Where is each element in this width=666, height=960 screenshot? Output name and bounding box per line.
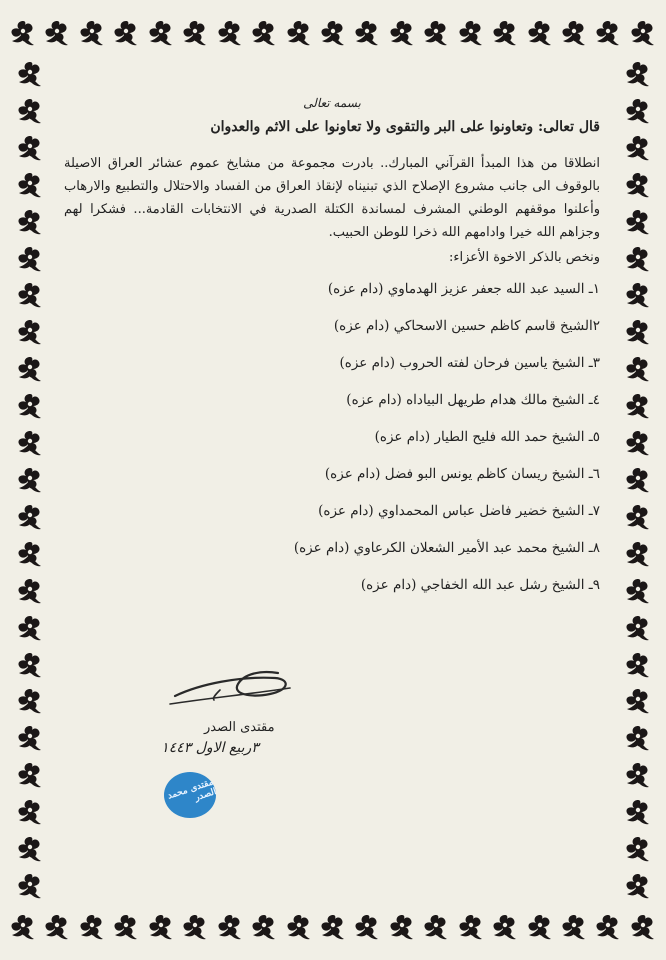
flower-ornament-icon — [593, 913, 623, 943]
flower-ornament-icon — [15, 134, 45, 164]
flower-ornament-icon — [525, 19, 555, 49]
flower-ornament-icon — [146, 19, 176, 49]
flower-ornament-icon — [623, 761, 653, 791]
flower-ornament-icon — [623, 429, 653, 459]
quran-verse: قال تعالى: وتعاونوا على البر والتقوى ولا تعاونوا على الاثم والعدوان — [210, 119, 600, 135]
flower-ornament-icon — [111, 19, 141, 49]
flower-ornament-icon — [15, 503, 45, 533]
flower-ornament-icon — [15, 171, 45, 201]
list-intro: ونخص بالذكر الاخوة الأعزاء: — [449, 250, 600, 265]
flower-ornament-icon — [15, 577, 45, 607]
flower-ornament-icon — [77, 19, 107, 49]
letter-body — [64, 96, 600, 612]
flower-ornament-icon — [15, 761, 45, 791]
list-item: ٢الشيخ قاسم كاظم حسين الاسحاكي (دام عزه) — [333, 318, 600, 334]
list-item: ٨ـ الشيخ محمد عبد الأمير الشعلان الكرعاوي (دام عزه) — [293, 540, 600, 556]
bottom-border — [8, 908, 658, 948]
top-border — [8, 14, 658, 54]
flower-ornament-icon — [352, 913, 382, 943]
flower-ornament-icon — [387, 19, 417, 49]
flower-ornament-icon — [8, 19, 38, 49]
flower-ornament-icon — [623, 355, 653, 385]
flower-ornament-icon — [15, 392, 45, 422]
flower-ornament-icon — [318, 19, 348, 49]
flower-ornament-icon — [456, 913, 486, 943]
list-item: ٣ـ الشيخ ياسين فرحان لفته الحروب (دام عزه) — [339, 355, 600, 371]
flower-ornament-icon — [623, 724, 653, 754]
list-item: ١ـ السيد عبد الله جعفر عزيز الهدماوي (دام عزه) — [327, 281, 600, 297]
list-item: ٦ـ الشيخ ريسان كاظم يونس البو فضل (دام عزه) — [324, 466, 600, 482]
basmala: بسمه تعالى — [303, 96, 361, 110]
flower-ornament-icon — [525, 913, 555, 943]
flower-ornament-icon — [15, 835, 45, 865]
flower-ornament-icon — [623, 245, 653, 275]
flower-ornament-icon — [623, 171, 653, 201]
flower-ornament-icon — [42, 913, 72, 943]
flower-ornament-icon — [15, 245, 45, 275]
flower-ornament-icon — [623, 835, 653, 865]
flower-ornament-icon — [623, 651, 653, 681]
flower-ornament-icon — [623, 614, 653, 644]
flower-ornament-icon — [15, 540, 45, 570]
flower-ornament-icon — [623, 134, 653, 164]
flower-ornament-icon — [215, 19, 245, 49]
flower-ornament-icon — [249, 913, 279, 943]
flower-ornament-icon — [15, 872, 45, 902]
list-item: ٥ـ الشيخ حمد الله فليح الطيار (دام عزه) — [374, 429, 600, 445]
flower-ornament-icon — [628, 913, 658, 943]
flower-ornament-icon — [623, 687, 653, 717]
list-item: ٧ـ الشيخ خضير فاضل عباس المحمداوي (دام عزه) — [318, 503, 600, 519]
flower-ornament-icon — [15, 208, 45, 238]
flower-ornament-icon — [15, 687, 45, 717]
flower-ornament-icon — [15, 429, 45, 459]
flower-ornament-icon — [15, 355, 45, 385]
flower-ornament-icon — [559, 913, 589, 943]
right-border — [618, 60, 658, 902]
flower-ornament-icon — [111, 913, 141, 943]
flower-ornament-icon — [623, 318, 653, 348]
flower-ornament-icon — [623, 872, 653, 902]
flower-ornament-icon — [249, 19, 279, 49]
flower-ornament-icon — [421, 913, 451, 943]
flower-ornament-icon — [15, 281, 45, 311]
flower-ornament-icon — [15, 318, 45, 348]
flower-ornament-icon — [215, 913, 245, 943]
official-stamp — [164, 772, 216, 818]
flower-ornament-icon — [628, 19, 658, 49]
flower-ornament-icon — [15, 97, 45, 127]
flower-ornament-icon — [559, 19, 589, 49]
flower-ornament-icon — [15, 614, 45, 644]
flower-ornament-icon — [623, 577, 653, 607]
main-paragraph: انطلاقا من هذا المبدأ القرآني المبارك.. بادرت مجموعة من مشايخ عموم عشائر العراق الاصيلة بالوقوف الى جانب مشروع الإصلاح الذي تبنيناه لإنقاذ العراق من الفساد والاحتلال والتطبيع والارهاب وأعلنوا موقفهم الوطني المشرف لمساندة الكتلة الصدرية في الانتخابات القادمة... فشكرا لهم وجزاهم الله خيرا وادامهم الله ذخرا للوطن الحبيب. — [64, 156, 600, 240]
flower-ornament-icon — [421, 19, 451, 49]
flower-ornament-icon — [623, 281, 653, 311]
flower-ornament-icon — [352, 19, 382, 49]
flower-ornament-icon — [490, 19, 520, 49]
flower-ornament-icon — [8, 913, 38, 943]
flower-ornament-icon — [15, 724, 45, 754]
flower-ornament-icon — [623, 208, 653, 238]
flower-ornament-icon — [623, 392, 653, 422]
flower-ornament-icon — [318, 913, 348, 943]
flower-ornament-icon — [15, 651, 45, 681]
flower-ornament-icon — [623, 60, 653, 90]
list-item: ٤ـ الشيخ مالك هدام طريهل البياداه (دام عزه) — [346, 392, 600, 408]
flower-ornament-icon — [623, 540, 653, 570]
flower-ornament-icon — [15, 798, 45, 828]
flower-ornament-icon — [623, 466, 653, 496]
signature-date: ٣ربيع الاول ١٤٤٣ — [161, 740, 259, 756]
flower-ornament-icon — [387, 913, 417, 943]
flower-ornament-icon — [456, 19, 486, 49]
left-border — [10, 60, 50, 902]
flower-ornament-icon — [284, 19, 314, 49]
handwritten-signature — [140, 664, 340, 854]
flower-ornament-icon — [15, 466, 45, 496]
signatory-name: مقتدى الصدر — [204, 720, 275, 735]
flower-ornament-icon — [42, 19, 72, 49]
flower-ornament-icon — [180, 19, 210, 49]
flower-ornament-icon — [623, 798, 653, 828]
flower-ornament-icon — [490, 913, 520, 943]
list-item: ٩ـ الشيخ رشل عبد الله الخفاجي (دام عزه) — [360, 577, 600, 593]
flower-ornament-icon — [284, 913, 314, 943]
flower-ornament-icon — [593, 19, 623, 49]
flower-ornament-icon — [77, 913, 107, 943]
flower-ornament-icon — [15, 60, 45, 90]
flower-ornament-icon — [146, 913, 176, 943]
flower-ornament-icon — [623, 97, 653, 127]
stamp-text: مقتدى محمد الصدر — [166, 777, 218, 804]
names-list — [64, 279, 600, 595]
flower-ornament-icon — [180, 913, 210, 943]
flower-ornament-icon — [623, 503, 653, 533]
